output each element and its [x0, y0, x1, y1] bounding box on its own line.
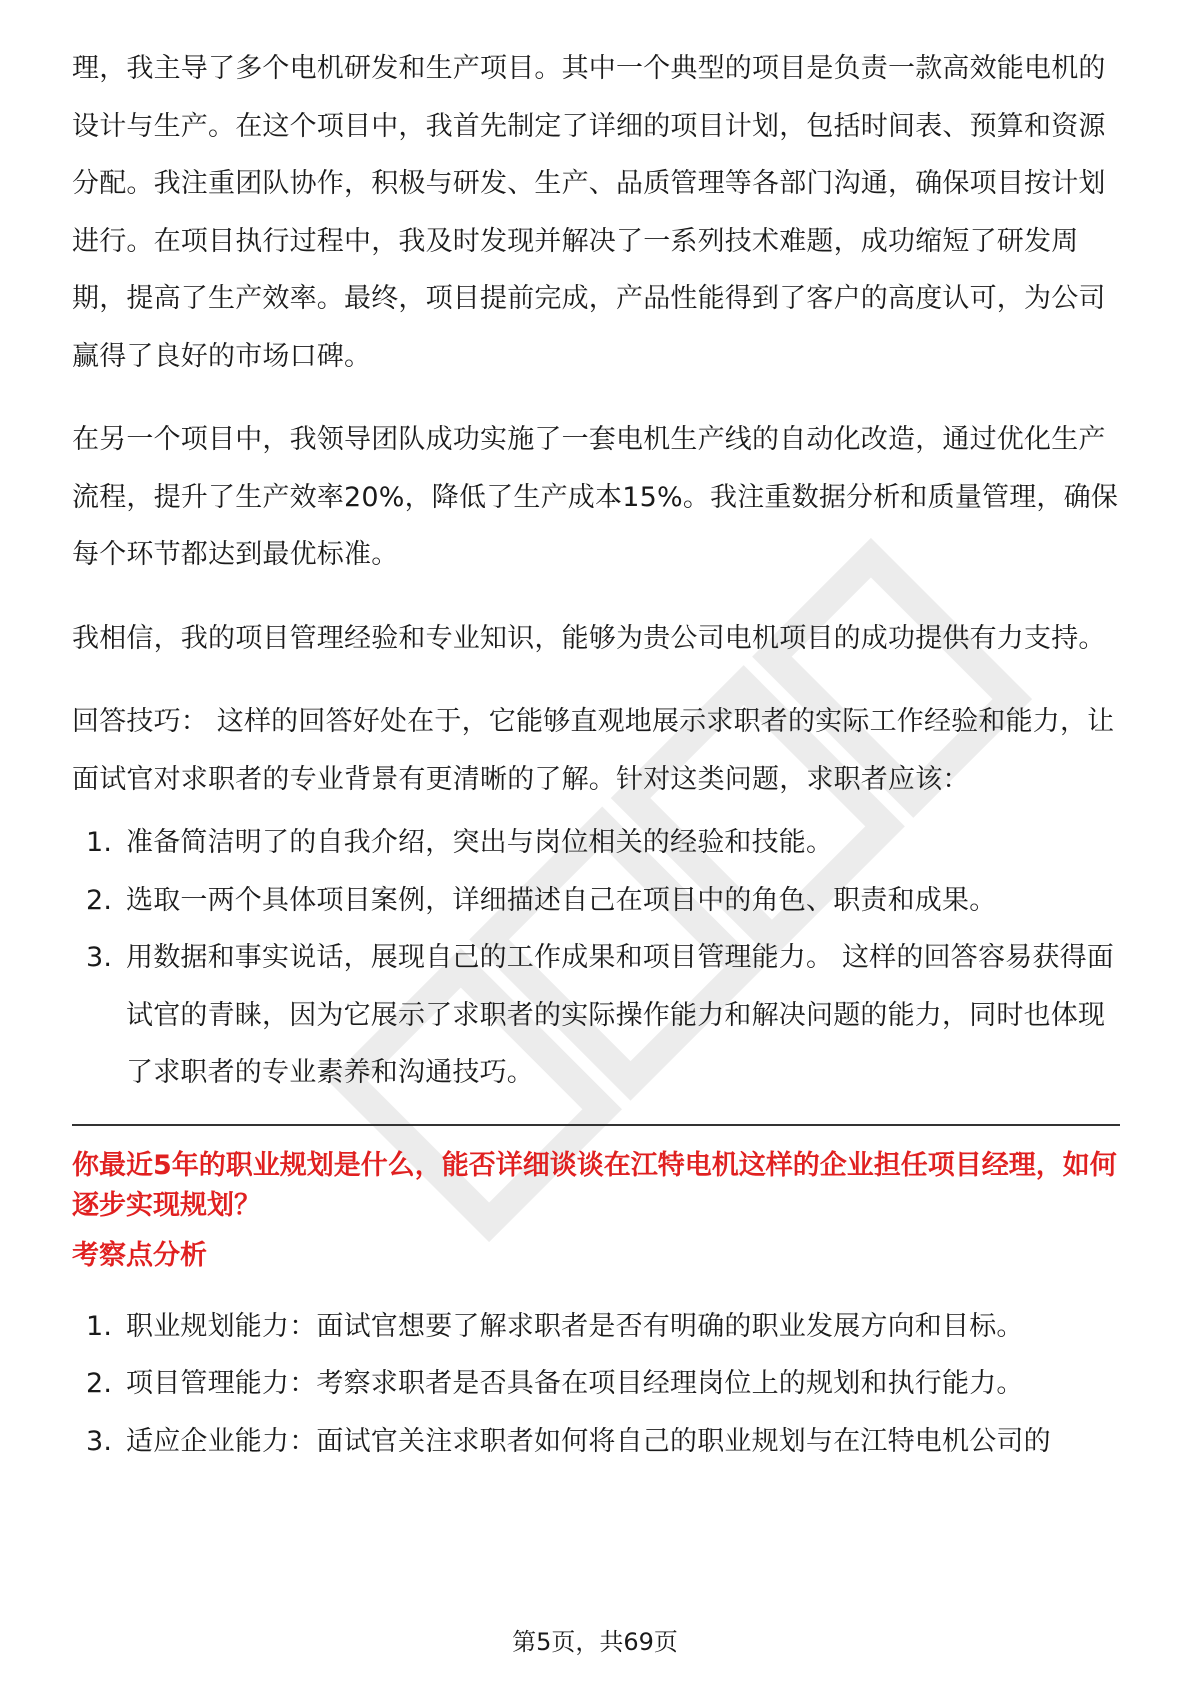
document-page [72, 40, 1120, 1470]
list-number: 2. [86, 884, 113, 916]
list-number: 1. [86, 827, 113, 858]
list-item [72, 929, 1120, 1102]
list-number: 1. [86, 1310, 113, 1342]
list-number: 3. [86, 1425, 113, 1457]
list-item [72, 1355, 1120, 1413]
list-item-text: 适应企业能力：面试官关注求职者如何将自己的职业规划与在江特电机公司的 [126, 1425, 1051, 1457]
interview-question: 你最近5年的职业规划是什么，能否详细谈谈在江特电机这样的企业担任项目经理，如何逐步实现规划？ [72, 1149, 1117, 1221]
list-number: 2. [86, 1368, 113, 1399]
tips-list [72, 814, 1120, 1102]
list-item-text: 选取一两个具体项目案例，详细描述自己在项目中的角色、职责和成果。 [126, 884, 997, 916]
list-item [72, 1413, 1120, 1471]
paragraph-project-experience: 理，我主导了多个电机研发和生产项目。其中一个典型的项目是负责一款高效能电机的设计与生产。在这个项目中，我首先制定了详细的项目计划，包括时间表、预算和资源分配。我注重团队协作，积极与研发、生产、品质管理等各部门沟通，确保项目按计划进行。在项目执行过程中，我及时发现并解决了一系列技术难题，成功缩短了研发周期，提高了生产效率。最终，项目提前完成，产品性能得到了客户的高度认可，为公司赢得了良好的市场口碑。 [72, 53, 1106, 372]
list-item [72, 814, 1120, 872]
list-item [72, 872, 1120, 930]
section-divider [72, 1124, 1120, 1126]
list-number: 3. [86, 942, 113, 973]
analysis-list [72, 1298, 1120, 1471]
paragraph-answer-tips: 回答技巧： 这样的回答好处在于，它能够直观地展示求职者的实际工作经验和能力，让面试官对求职者的专业背景有更清晰的了解。针对这类问题，求职者应该： [72, 706, 1115, 795]
list-item-text: 用数据和事实说话，展现自己的工作成果和项目管理能力。 这样的回答容易获得面试官的青睐，因为它展示了求职者的实际操作能力和解决问题的能力，同时也体现了求职者的专业素养和沟通技巧。 [126, 942, 1114, 1088]
list-item-text: 准备简洁明了的自我介绍，突出与岗位相关的经验和技能。 [126, 827, 834, 858]
paragraph-belief: 我相信，我的项目管理经验和专业知识，能够为贵公司电机项目的成功提供有力支持。 [72, 622, 1106, 654]
analysis-heading: 考察点分析 [72, 1239, 207, 1271]
list-item [72, 1298, 1120, 1356]
list-item-text: 职业规划能力：面试官想要了解求职者是否有明确的职业发展方向和目标。 [126, 1310, 1024, 1342]
paragraph-automation-project: 在另一个项目中，我领导团队成功实施了一套电机生产线的自动化改造，通过优化生产流程，提升了生产效率20%，降低了生产成本15%。我注重数据分析和质量管理，确保每个环节都达到最优标准。 [72, 424, 1119, 570]
list-item-text: 项目管理能力：考察求职者是否具备在项目经理岗位上的规划和执行能力。 [126, 1368, 1024, 1399]
page-footer: 第5页，共69页 [512, 1628, 678, 1656]
